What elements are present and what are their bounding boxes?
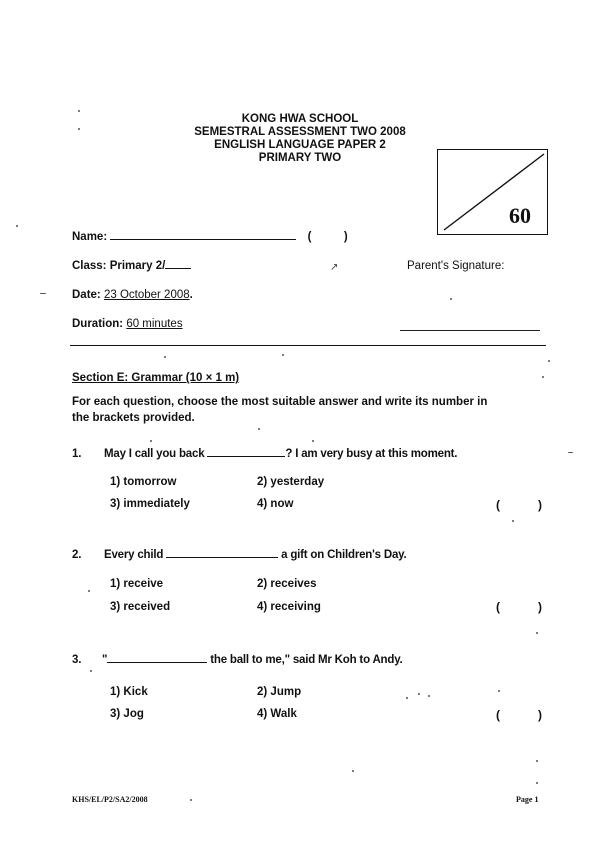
footer-code: KHS/EL/P2/SA2/2008 bbox=[72, 795, 148, 804]
question-1-option-1: 1) tomorrow bbox=[110, 476, 177, 488]
question-1-option-4: 4) now bbox=[257, 498, 294, 510]
question-3-answer-brackets[interactable] bbox=[496, 708, 542, 722]
parent-signature-label: Parent's Signature: bbox=[407, 260, 505, 272]
question-2-option-4: 4) receiving bbox=[257, 601, 321, 613]
header-divider bbox=[70, 345, 546, 346]
scan-speck bbox=[512, 520, 514, 522]
question-1-answer-brackets[interactable] bbox=[496, 498, 542, 512]
question-3-blank bbox=[107, 662, 207, 663]
class-row bbox=[72, 260, 191, 272]
question-3-option-1: 1) Kick bbox=[110, 686, 148, 698]
duration-value: 60 minutes bbox=[126, 318, 183, 330]
scan-speck bbox=[40, 293, 46, 294]
section-instructions bbox=[72, 394, 552, 426]
question-2-paren-close: ) bbox=[538, 600, 542, 614]
paper-title: ENGLISH LANGUAGE PAPER 2 bbox=[214, 139, 386, 151]
scan-speck bbox=[312, 440, 314, 442]
section-title: Section E: Grammar (10 × 1 m) bbox=[72, 372, 240, 384]
question-1-option-2: 2) yesterday bbox=[257, 476, 325, 488]
question-2-option-3: 3) received bbox=[110, 601, 171, 613]
question-2-option-1: 1) receive bbox=[110, 578, 164, 590]
question-2-text-before: Every child bbox=[104, 549, 164, 561]
question-3-paren-close: ) bbox=[538, 708, 542, 722]
instruction-line-2: the brackets provided. bbox=[72, 412, 195, 424]
question-2-number: 2. bbox=[72, 549, 82, 561]
name-row bbox=[72, 231, 348, 243]
date-label: Date: bbox=[72, 289, 101, 301]
scan-speck bbox=[78, 110, 80, 112]
date-suffix: . bbox=[189, 289, 193, 301]
question-2-blank bbox=[166, 557, 278, 558]
name-label: Name: bbox=[72, 231, 108, 243]
class-field[interactable] bbox=[165, 268, 191, 269]
scan-speck bbox=[406, 697, 408, 699]
scan-speck bbox=[536, 782, 538, 784]
question-2-paren-open: ( bbox=[496, 600, 500, 614]
class-label: Class: Primary 2/ bbox=[72, 260, 166, 272]
question-2-answer-brackets[interactable] bbox=[496, 600, 542, 614]
question-2-stem bbox=[104, 549, 407, 561]
score-box bbox=[437, 149, 548, 235]
question-1-blank bbox=[207, 456, 285, 457]
instruction-line-1: For each question, choose the most suitable answer and write its number in bbox=[72, 396, 488, 408]
question-1-paren-close: ) bbox=[538, 498, 542, 512]
question-1-option-3: 3) immediately bbox=[110, 498, 190, 510]
question-3-paren-open: ( bbox=[496, 708, 500, 722]
document-header bbox=[150, 113, 450, 165]
duration-row bbox=[72, 318, 183, 330]
question-1-text-before: May I call you back bbox=[104, 448, 205, 460]
scan-speck bbox=[16, 225, 18, 227]
scan-speck bbox=[190, 799, 192, 801]
scan-speck bbox=[428, 695, 430, 697]
scan-speck bbox=[258, 428, 260, 430]
question-3-option-4: 4) Walk bbox=[257, 708, 297, 720]
scan-speck bbox=[90, 670, 92, 672]
school-name: KONG HWA SCHOOL bbox=[241, 113, 359, 125]
question-1-text-after: ? I am very busy at this moment. bbox=[285, 448, 458, 460]
scan-speck bbox=[536, 632, 538, 634]
scan-speck bbox=[150, 440, 152, 442]
scan-speck bbox=[282, 354, 284, 356]
question-1-paren-open: ( bbox=[496, 498, 500, 512]
scan-speck bbox=[536, 760, 538, 762]
scan-speck bbox=[498, 690, 500, 692]
question-3-text-before: " bbox=[102, 654, 108, 666]
scan-speck bbox=[548, 360, 550, 362]
question-2-option-2: 2) receives bbox=[257, 578, 317, 590]
question-1-stem bbox=[104, 448, 457, 460]
question-3-text-after: the ball to me," said Mr Koh to Andy. bbox=[210, 654, 403, 666]
scan-speck bbox=[352, 770, 354, 772]
date-value: 23 October 2008 bbox=[103, 289, 190, 301]
footer-page-number: Page 1 bbox=[516, 795, 539, 804]
score-total: 60 bbox=[509, 203, 531, 228]
duration-label: Duration: bbox=[72, 318, 124, 330]
question-2-text-after: a gift on Children's Day. bbox=[281, 549, 407, 561]
question-3-number: 3. bbox=[72, 654, 82, 666]
pen-mark: ↗ bbox=[330, 262, 339, 273]
scan-speck bbox=[78, 128, 80, 130]
register-number-paren-open: ( bbox=[307, 231, 312, 243]
assessment-title: SEMESTRAL ASSESSMENT TWO 2008 bbox=[194, 126, 406, 138]
parent-signature-line[interactable] bbox=[400, 330, 540, 331]
name-field[interactable] bbox=[110, 239, 296, 240]
question-3-option-2: 2) Jump bbox=[257, 686, 302, 698]
register-number-paren-close: ) bbox=[343, 231, 348, 243]
scan-speck bbox=[88, 590, 90, 592]
scan-speck bbox=[164, 356, 166, 358]
question-3-option-3: 3) Jog bbox=[110, 708, 144, 720]
scan-speck bbox=[450, 298, 452, 300]
date-row bbox=[72, 289, 193, 301]
level-title: PRIMARY TWO bbox=[258, 152, 342, 164]
question-3-stem bbox=[102, 654, 403, 666]
scan-speck bbox=[542, 376, 544, 378]
scan-speck bbox=[418, 693, 420, 695]
scan-speck bbox=[568, 452, 573, 453]
question-1-number: 1. bbox=[72, 448, 82, 460]
